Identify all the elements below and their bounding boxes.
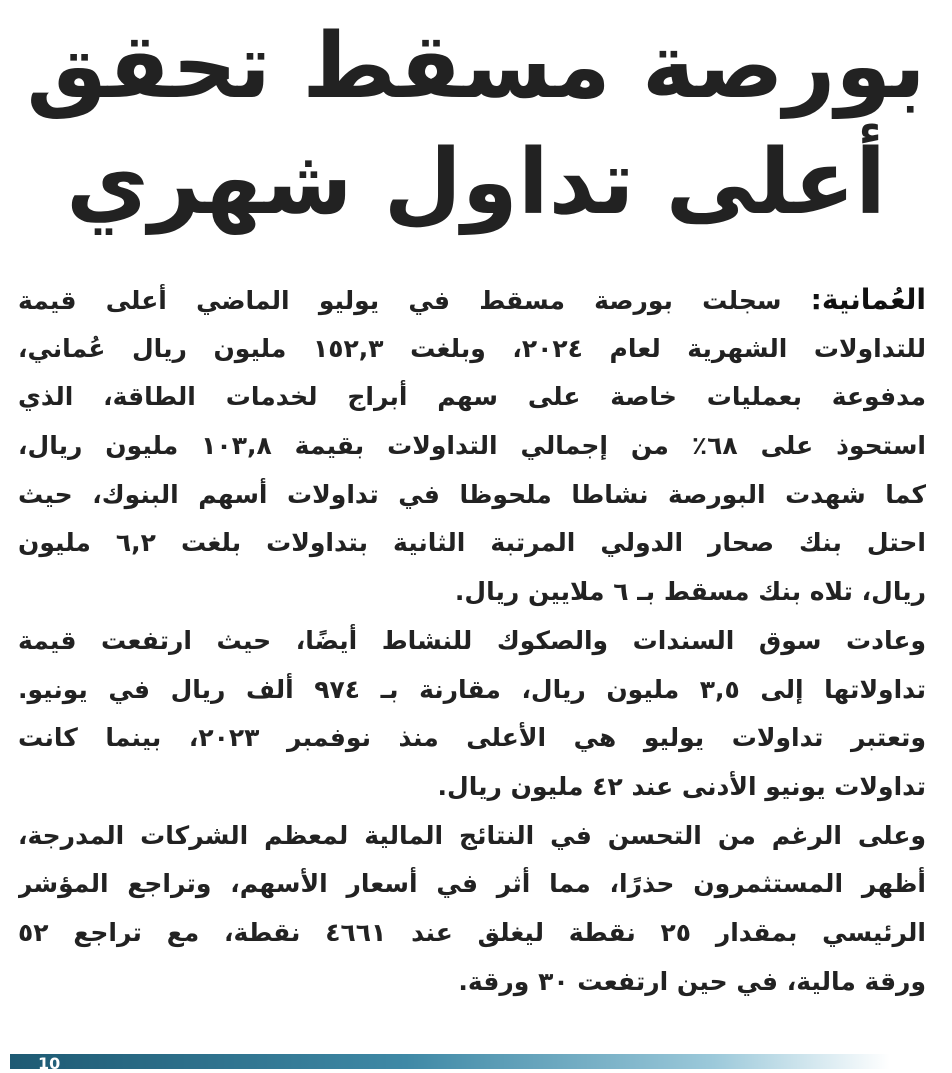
page-number: 10 — [38, 1054, 61, 1073]
article-line: وعلى الرغم من التحسن في النتائج المالية لمعظم الشركات المدرجة، — [18, 820, 926, 850]
byline: العُمانية: — [810, 283, 926, 316]
footer-bar — [10, 1054, 890, 1069]
article-line — [18, 276, 926, 325]
article-line: أظهر المستثمرون حذرًا، مما أثر في أسعار الأسهم، وتراجع المؤشر — [18, 869, 926, 899]
article-line: ورقة مالية، في حين ارتفعت ٣٠ ورقة. — [458, 966, 926, 996]
article-line: وعادت سوق السندات والصكوك للنشاط أيضًا، حيث ارتفعت قيمة — [18, 625, 926, 655]
article-line: كما شهدت البورصة نشاطا ملحوظا في تداولات أسهم البنوك، حيث — [18, 479, 926, 509]
article-line: استحوذ على ٦٨٪ من إجمالي التداولات بقيمة ١٠٣,٨ مليون ريال، — [18, 431, 926, 461]
article-line: احتل بنك صحار الدولي المرتبة الثانية بتداولات بلغت ٦,٢ مليون — [18, 528, 926, 558]
article-line: وتعتبر تداولات يوليو هي الأعلى منذ نوفمبر ٢٠٢٣، بينما كانت — [18, 723, 926, 753]
article-body — [18, 276, 926, 1006]
article-line: مدفوعة بعمليات خاصة على سهم أبراج لخدمات الطاقة، الذي — [18, 382, 926, 412]
headline-line-1: بورصة مسقط تحقق — [26, 14, 926, 119]
article-line: للتداولات الشهرية لعام ٢٠٢٤، وبلغت ١٥٢,٣ مليون ريال عُماني، — [18, 333, 926, 363]
article-line: ريال، تلاه بنك مسقط بـ ٦ ملايين ريال. — [454, 577, 926, 607]
article-line: الرئيسي بمقدار ٢٥ نقطة ليغلق عند ٤٦٦١ نقطة، مع تراجع ٥٢ — [18, 917, 926, 947]
headline-line-2: أعلى تداول شهري — [66, 130, 886, 235]
article-line: تداولاتها إلى ٣,٥ مليون ريال، مقارنة بـ ٩٧٤ ألف ريال في يونيو. — [18, 674, 926, 704]
article-line: تداولات يونيو الأدنى عند ٤٢ مليون ريال. — [437, 771, 926, 801]
article-line-text: سجلت بورصة مسقط في يوليو الماضي أعلى قيمة — [18, 286, 782, 315]
